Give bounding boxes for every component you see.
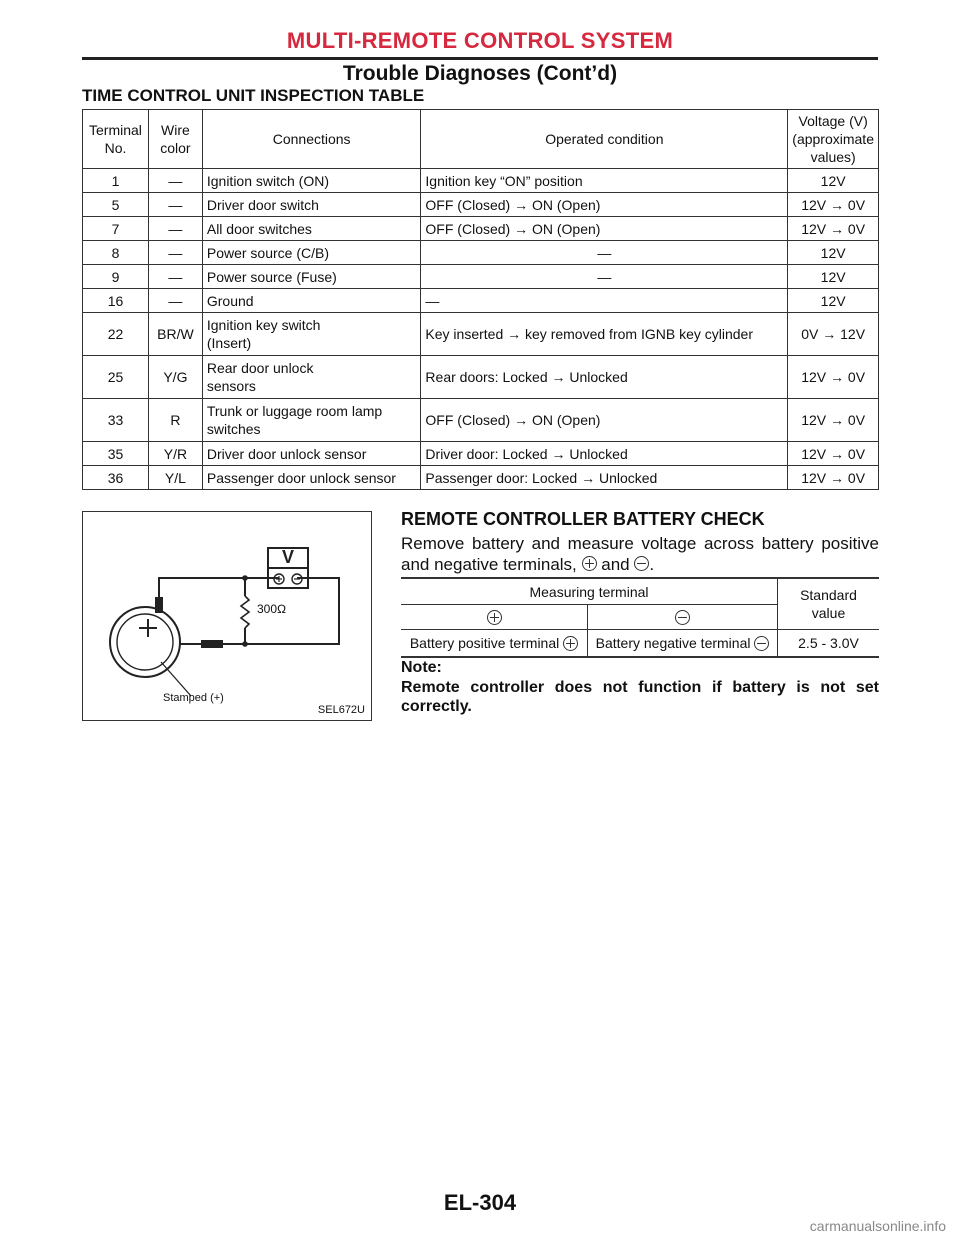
plus-circle-icon [487, 610, 502, 625]
negative-terminal-cell: Battery negative terminal [588, 630, 777, 656]
cell-operated-condition: — [421, 289, 788, 313]
cell-terminal: 16 [83, 289, 149, 313]
cell-wire-color: — [148, 217, 202, 241]
cell-operated-condition: — [421, 241, 788, 265]
table-row [83, 265, 879, 289]
cell-voltage: 12V → 0V [788, 356, 879, 399]
section-title: MULTI-REMOTE CONTROL SYSTEM [286, 28, 674, 53]
battery-outer [110, 607, 180, 677]
cell-wire-color: — [148, 241, 202, 265]
cell-connections: Driver door switch [202, 193, 421, 217]
cell-operated-condition: — [421, 265, 788, 289]
cell-connections: Ground [202, 289, 421, 313]
cell-wire-color: — [148, 289, 202, 313]
note-label: Note: [401, 659, 442, 676]
header-voltage: Voltage (V) (approximate values) [788, 110, 879, 169]
cell-connections: Power source (Fuse) [202, 265, 421, 289]
table-row [83, 466, 879, 490]
stamped-label: Stamped (+) [163, 692, 224, 704]
cell-voltage: 12V [788, 265, 879, 289]
watermark: carmanualsonline.info [809, 1218, 946, 1234]
table-row [83, 241, 879, 265]
table-row [83, 399, 879, 442]
cell-operated-condition: Driver door: Locked → Unlocked [421, 442, 788, 466]
cell-voltage: 12V [788, 289, 879, 313]
minus-circle-icon [675, 610, 690, 625]
header-wire-color: Wire color [148, 110, 202, 169]
table-header-row [83, 110, 879, 169]
table-row [83, 442, 879, 466]
positive-probe [155, 597, 163, 613]
plus-circle-icon [582, 556, 597, 571]
cell-connections: Ignition key switch (Insert) [202, 313, 421, 356]
page-number: EL-304 [443, 1190, 517, 1215]
battery-check-intro: Remove battery and measure voltage across battery positive and negative terminals, and . [401, 534, 879, 574]
cell-connections: Ignition switch (ON) [202, 169, 421, 193]
cell-terminal: 35 [83, 442, 149, 466]
cell-voltage: 12V → 0V [788, 193, 879, 217]
cell-terminal: 22 [83, 313, 149, 356]
negative-header [588, 605, 777, 629]
positive-terminal-cell: Battery positive terminal [401, 630, 587, 656]
negative-probe [201, 640, 223, 648]
cell-wire-color: Y/L [148, 466, 202, 490]
cell-wire-color: — [148, 193, 202, 217]
cell-voltage: 12V → 0V [788, 466, 879, 490]
cell-connections: Driver door unlock sensor [202, 442, 421, 466]
minus-circle-icon [634, 556, 649, 571]
cell-terminal: 5 [83, 193, 149, 217]
measuring-terminal-header: Measuring terminal [529, 583, 649, 600]
cell-connections: Passenger door unlock sensor [202, 466, 421, 490]
circuit-diagram [83, 512, 371, 720]
figure-code: SEL672U [317, 704, 365, 716]
table-row [83, 217, 879, 241]
cell-voltage: 0V → 12V [788, 313, 879, 356]
circuit-figure [82, 511, 372, 721]
cell-operated-condition: Ignition key “ON” position [421, 169, 788, 193]
cell-terminal: 8 [83, 241, 149, 265]
cell-wire-color: — [148, 169, 202, 193]
cell-operated-condition: Passenger door: Locked → Unlocked [421, 466, 788, 490]
header-terminal: Terminal No. [83, 110, 149, 169]
table-row [83, 313, 879, 356]
cell-terminal: 36 [83, 466, 149, 490]
cell-voltage: 12V → 0V [788, 442, 879, 466]
cell-terminal: 7 [83, 217, 149, 241]
cell-operated-condition: Key inserted → key removed from IGNB key cylinder [421, 313, 788, 356]
header-connections: Connections [202, 110, 421, 169]
cell-connections: Power source (C/B) [202, 241, 421, 265]
table-row [83, 356, 879, 399]
cell-wire-color: Y/G [148, 356, 202, 399]
battery-check-title: REMOTE CONTROLLER BATTERY CHECK [401, 509, 765, 529]
cell-voltage: 12V [788, 241, 879, 265]
cell-operated-condition: OFF (Closed) → ON (Open) [421, 217, 788, 241]
cell-terminal: 1 [83, 169, 149, 193]
inspection-table-title: TIME CONTROL UNIT INSPECTION TABLE [82, 86, 425, 105]
cell-connections: All door switches [202, 217, 421, 241]
cell-terminal: 25 [83, 356, 149, 399]
cell-wire-color: Y/R [148, 442, 202, 466]
header-operated-condition: Operated condition [421, 110, 788, 169]
table-row [83, 169, 879, 193]
cell-terminal: 9 [83, 265, 149, 289]
cell-operated-condition: OFF (Closed) → ON (Open) [421, 193, 788, 217]
plus-circle-icon [563, 636, 578, 651]
battery-inner [117, 614, 173, 670]
cell-wire-color: BR/W [148, 313, 202, 356]
cell-voltage: 12V → 0V [788, 399, 879, 442]
inspection-table [82, 109, 879, 490]
section-subtitle: Trouble Diagnoses (Cont’d) [342, 62, 618, 85]
cell-wire-color: R [148, 399, 202, 442]
cell-terminal: 33 [83, 399, 149, 442]
voltmeter-label: V [281, 547, 295, 567]
cell-voltage: 12V [788, 169, 879, 193]
positive-header [401, 605, 587, 629]
cell-connections: Trunk or luggage room lamp switches [202, 399, 421, 442]
table-row [83, 193, 879, 217]
cell-operated-condition: Rear doors: Locked → Unlocked [421, 356, 788, 399]
resistor-label: 300Ω [257, 602, 287, 616]
cell-wire-color: — [148, 265, 202, 289]
table-row [83, 289, 879, 313]
header-rule [82, 57, 878, 60]
minus-circle-icon [754, 636, 769, 651]
table-body [83, 169, 879, 490]
resistor-300-ohm [241, 596, 249, 628]
cell-connections: Rear door unlock sensors [202, 356, 421, 399]
cell-voltage: 12V → 0V [788, 217, 879, 241]
standard-value-cell: 2.5 - 3.0V [798, 635, 859, 651]
standard-value-header: Standard value [800, 587, 857, 621]
cell-operated-condition: OFF (Closed) → ON (Open) [421, 399, 788, 442]
note-text: Remote controller does not function if battery is not set correctly. [401, 679, 879, 715]
